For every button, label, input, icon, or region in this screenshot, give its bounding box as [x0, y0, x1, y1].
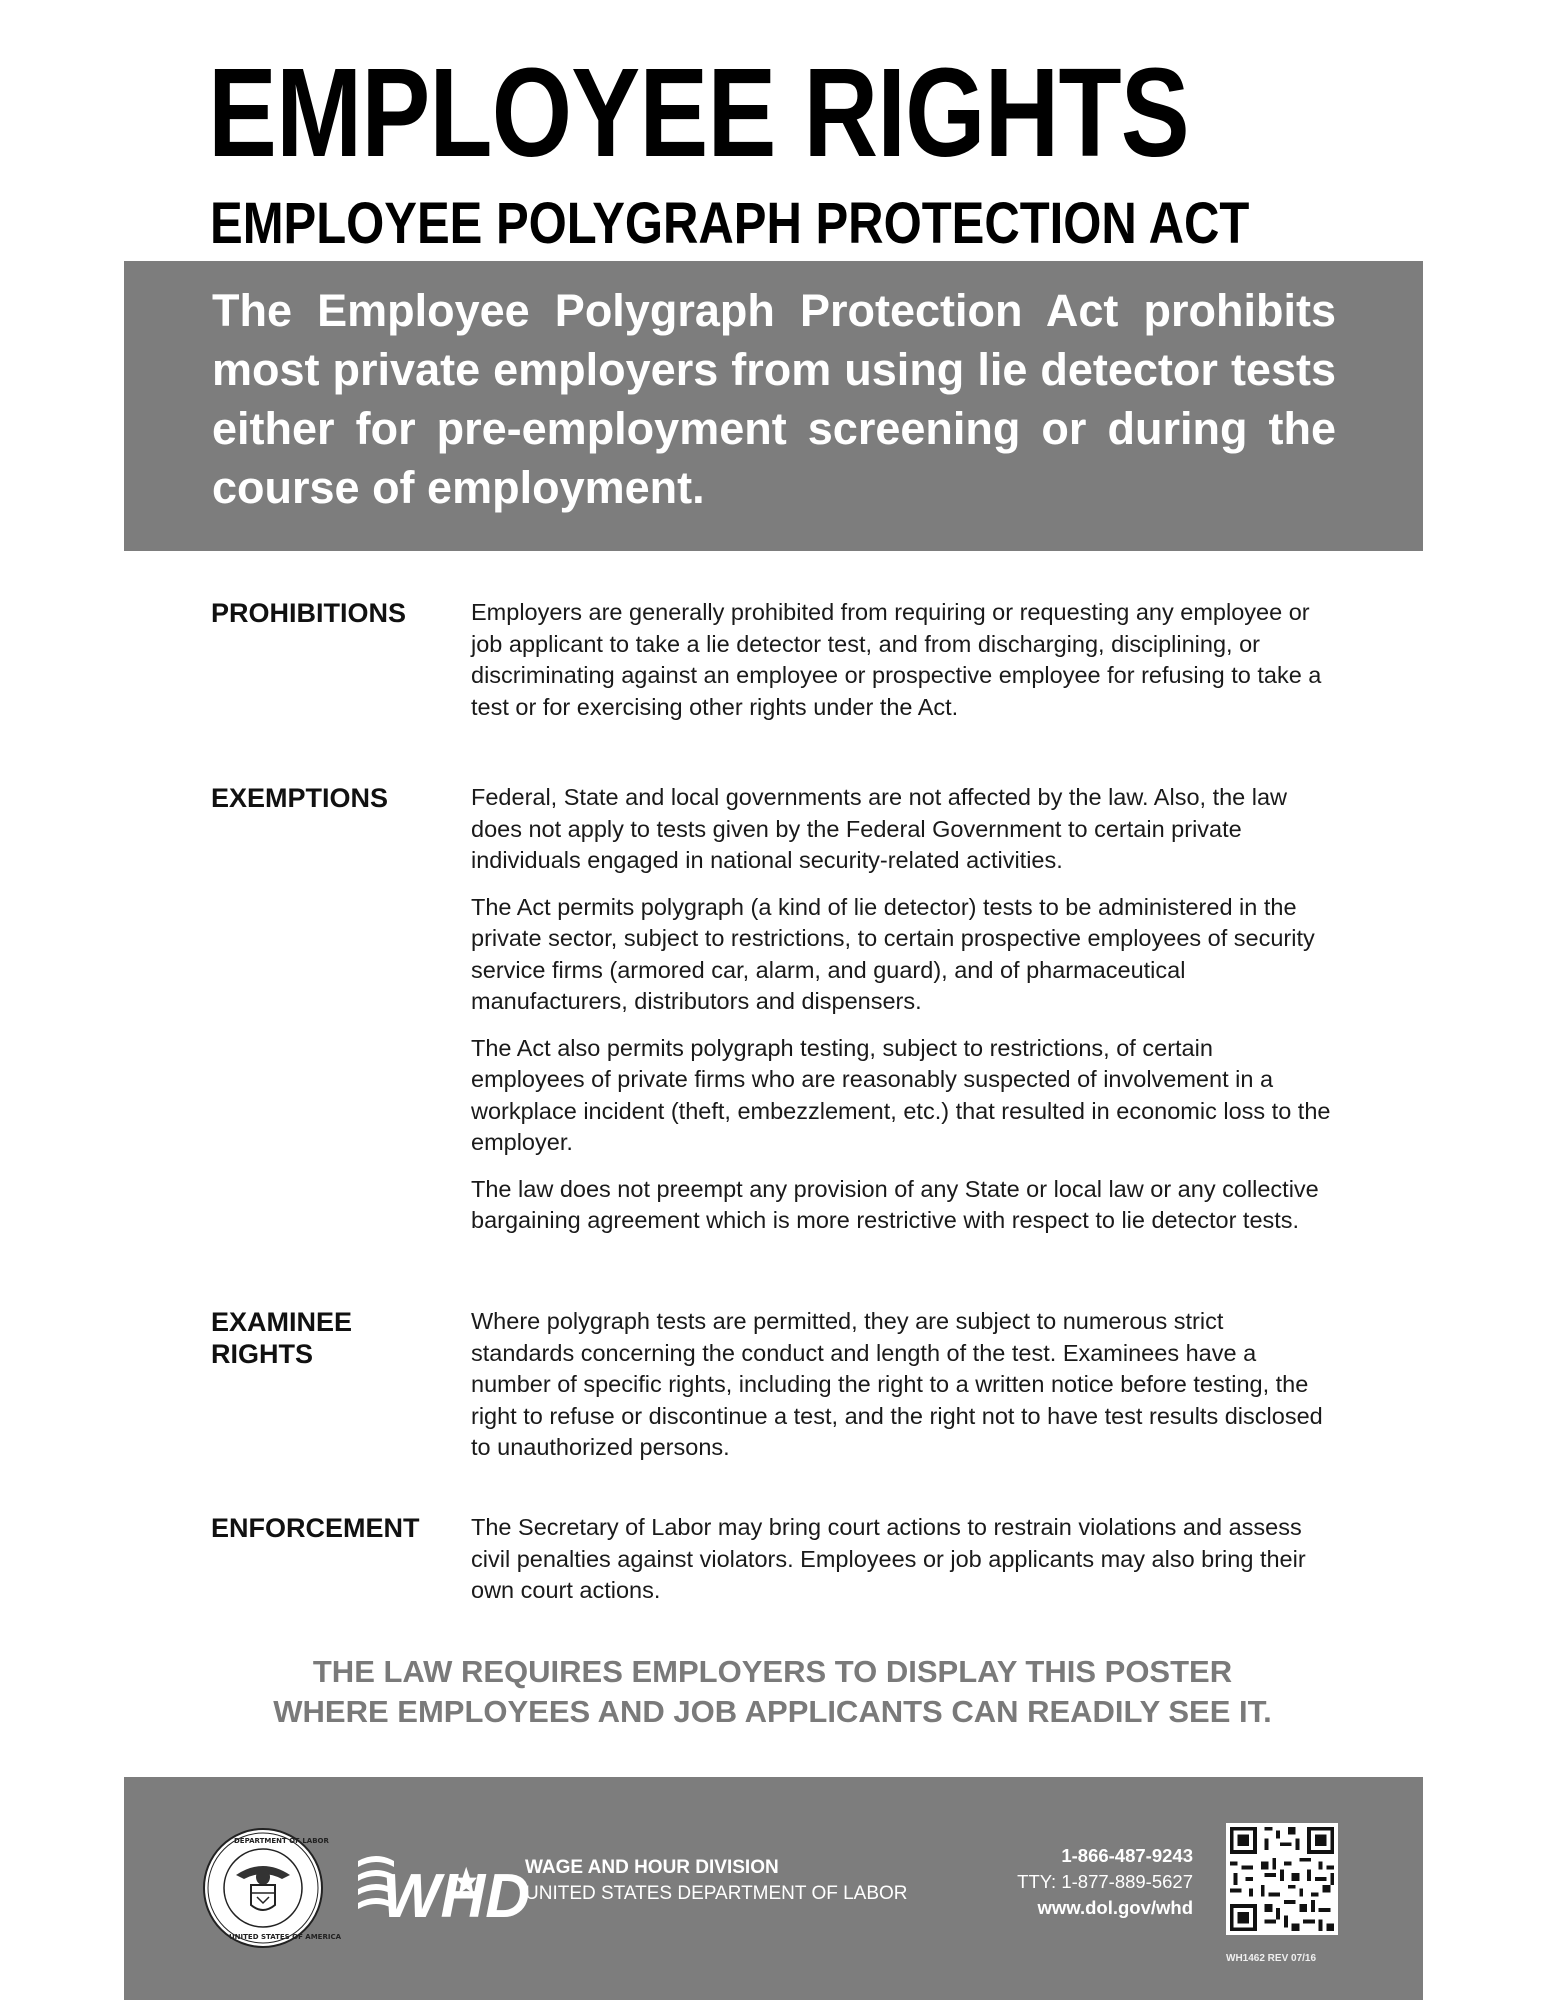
department-of-labor-seal-icon — [202, 1827, 342, 1949]
website-link: www.dol.gov/whd — [1037, 1897, 1193, 1918]
section-paragraph: Federal, State and local governments are not affected by the law. Also, the law does not apply to tests given by the Federal Government to certain private individuals engaged in national security-related activities. — [471, 784, 1288, 873]
phone-number: 1-866-487-9243 — [1061, 1845, 1193, 1866]
section-body — [471, 782, 1331, 1252]
display-requirement-notice — [0, 1652, 1545, 1732]
poster-title: EMPLOYEE RIGHTS — [208, 42, 1189, 183]
department-name: UNITED STATES DEPARTMENT OF LABOR — [525, 1883, 908, 1904]
lead-statement: The Employee Polygraph Protection Act prohibits most private employers from using lie detector tests either for pre-employment screening or during the course of employment. — [212, 285, 1336, 513]
lead-banner — [124, 261, 1423, 551]
section-paragraph: Where polygraph tests are permitted, they are subject to numerous strict standards concerning the conduct and length of the test. Examinees have a number of specific rights, including the right to a written notice before testing, the right to refuse or discontinue a test, and the right not to have test results disclosed to unauthorized persons. — [471, 1308, 1323, 1460]
section-heading: EXEMPTIONS — [211, 783, 389, 813]
agency-name — [525, 1855, 908, 1907]
section-heading: PROHIBITIONS — [211, 598, 407, 628]
form-revision-code: WH1462 REV 07/16 — [1226, 1953, 1317, 1964]
section-paragraph: The Act also permits polygraph testing, subject to restrictions, of certain employees of private firms who are reasonably suspected of involvement in a workplace incident (theft, embezzlement, etc.) that resulted in economic loss to the employer. — [471, 1034, 1331, 1155]
whd-logo-icon — [354, 1839, 531, 1934]
section-paragraph: The Act permits polygraph (a kind of lie detector) tests to be administered in the private sector, subject to restrictions, to certain prospective employees of security service firms (armored car, alarm, and guard), and of pharmaceutical manufacturers, distributors and dispensers. — [471, 893, 1315, 1014]
whd-logo-text: WHD — [382, 1862, 531, 1931]
svg-text:UNITED STATES OF AMERICA: UNITED STATES OF AMERICA — [229, 1933, 342, 1941]
section-paragraph: The law does not preempt any provision of any State or local law or any collective bargaining agreement which is more restrictive with respect to lie detector tests. — [471, 1175, 1319, 1233]
section-heading: EXAMINEE RIGHTS — [211, 1307, 353, 1369]
section-body — [471, 1512, 1331, 1622]
section-body — [471, 1306, 1331, 1479]
section-heading: ENFORCEMENT — [211, 1513, 420, 1543]
section-paragraph: The Secretary of Labor may bring court actions to restrain violations and assess civil penalties against violators. Employees or job applicants may also bring their own court actions. — [471, 1514, 1306, 1603]
poster-subtitle: EMPLOYEE POLYGRAPH PROTECTION ACT — [210, 191, 1250, 256]
footer-band — [124, 1777, 1423, 2000]
notice-line: WHERE EMPLOYEES AND JOB APPLICANTS CAN READILY SEE IT. — [273, 1694, 1272, 1729]
section-paragraph: Employers are generally prohibited from requiring or requesting any employee or job applicant to take a lie detector test, and from discharging, disciplining, or discriminating against an employee or prospective employee for refusing to take a test or for exercising other rights under the Act. — [471, 599, 1322, 720]
contact-info — [1017, 1843, 1193, 1921]
svg-text:DEPARTMENT OF LABOR: DEPARTMENT OF LABOR — [234, 1837, 329, 1845]
tty-number: TTY: 1-877-889-5627 — [1017, 1871, 1193, 1892]
division-name: WAGE AND HOUR DIVISION — [525, 1857, 779, 1878]
notice-line: THE LAW REQUIRES EMPLOYERS TO DISPLAY THIS POSTER — [312, 1654, 1233, 1689]
qr-code-icon — [1226, 1823, 1338, 1935]
section-body — [471, 597, 1331, 738]
